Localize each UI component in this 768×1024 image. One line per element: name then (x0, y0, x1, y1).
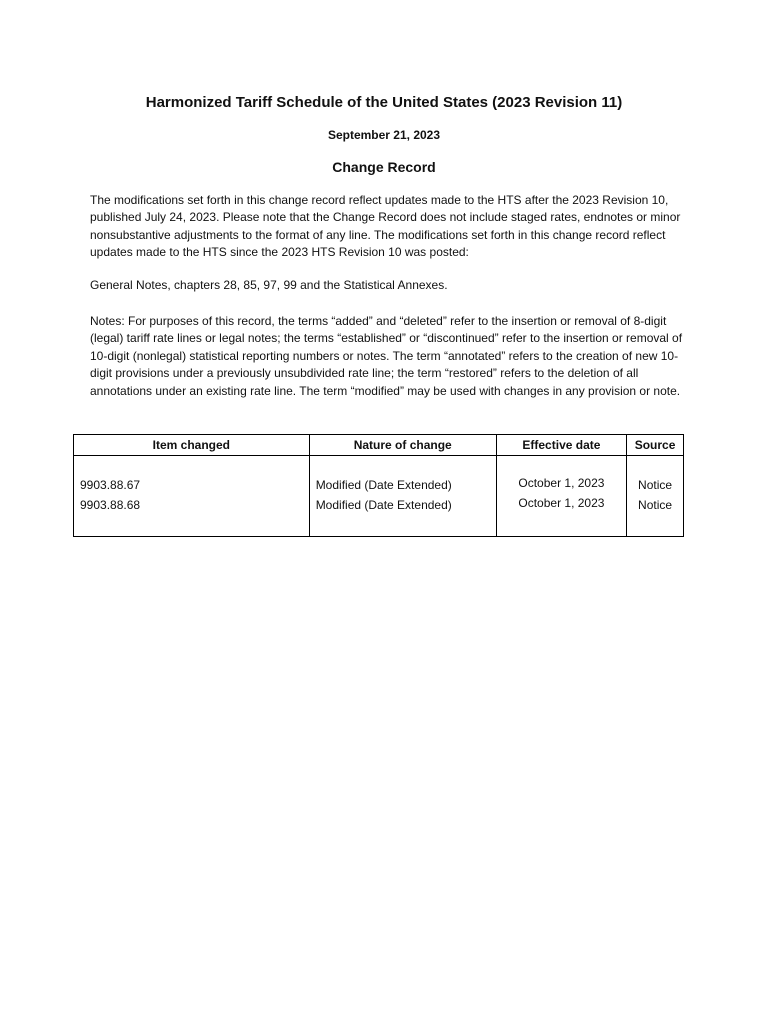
effective-date-cell (496, 456, 626, 537)
table-row-source: Notice (638, 478, 673, 492)
scope-paragraph: General Notes, chapters 28, 85, 97, 99 and the Statistical Annexes. (90, 278, 448, 292)
item-changed-cell (74, 456, 310, 537)
table-header-row (74, 435, 684, 456)
section-heading: Change Record (332, 159, 436, 175)
nature-of-change-cell (309, 456, 496, 537)
table-row-effective-date: October 1, 2023 (518, 476, 605, 490)
source-cell (627, 456, 684, 537)
change-table (73, 434, 684, 537)
table-row-source: Notice (638, 498, 673, 512)
header-effective-date: Effective date (496, 435, 626, 456)
table-body-row (74, 456, 684, 537)
intro-paragraph: The modifications set forth in this change record reflect updates made to the HTS after the 2023 Revision 10, published July 24, 2023. Please note that the Change Record does not include staged rates, endnotes or minor nonsubstantive adjustments to the format of any line. The modifications set forth in this change record reflect updates made to the HTS since the 2023 HTS Revision 10 was posted: (90, 193, 681, 260)
header-nature-of-change: Nature of change (309, 435, 496, 456)
document-title: Harmonized Tariff Schedule of the United States (2023 Revision 11) (145, 94, 623, 111)
header-source: Source (627, 435, 684, 456)
document-date: September 21, 2023 (327, 128, 441, 142)
table-row-item: 9903.88.68 (80, 498, 141, 512)
table-row-nature: Modified (Date Extended) (315, 478, 452, 492)
table-row-item: 9903.88.67 (80, 478, 141, 492)
notes-paragraph: Notes: For purposes of this record, the terms “added” and “deleted” refer to the insertion or removal of 8-digit (legal) tariff rate lines or legal notes; the terms “established” or “discontinued” refer to the insertion or removal of 10-digit (nonlegal) statistical reporting numbers or notes. The term “annotated” refers to the creation of new 10-digit provisions under a previously unsubdivided rate line; the term “restored” refers to the deletion of all annotations under an existing rate line. The term “modified” may be used with changes in any provision or note. (90, 314, 683, 398)
table-row-nature: Modified (Date Extended) (315, 498, 452, 512)
table-row-effective-date: October 1, 2023 (518, 496, 605, 510)
header-item-changed: Item changed (74, 435, 310, 456)
